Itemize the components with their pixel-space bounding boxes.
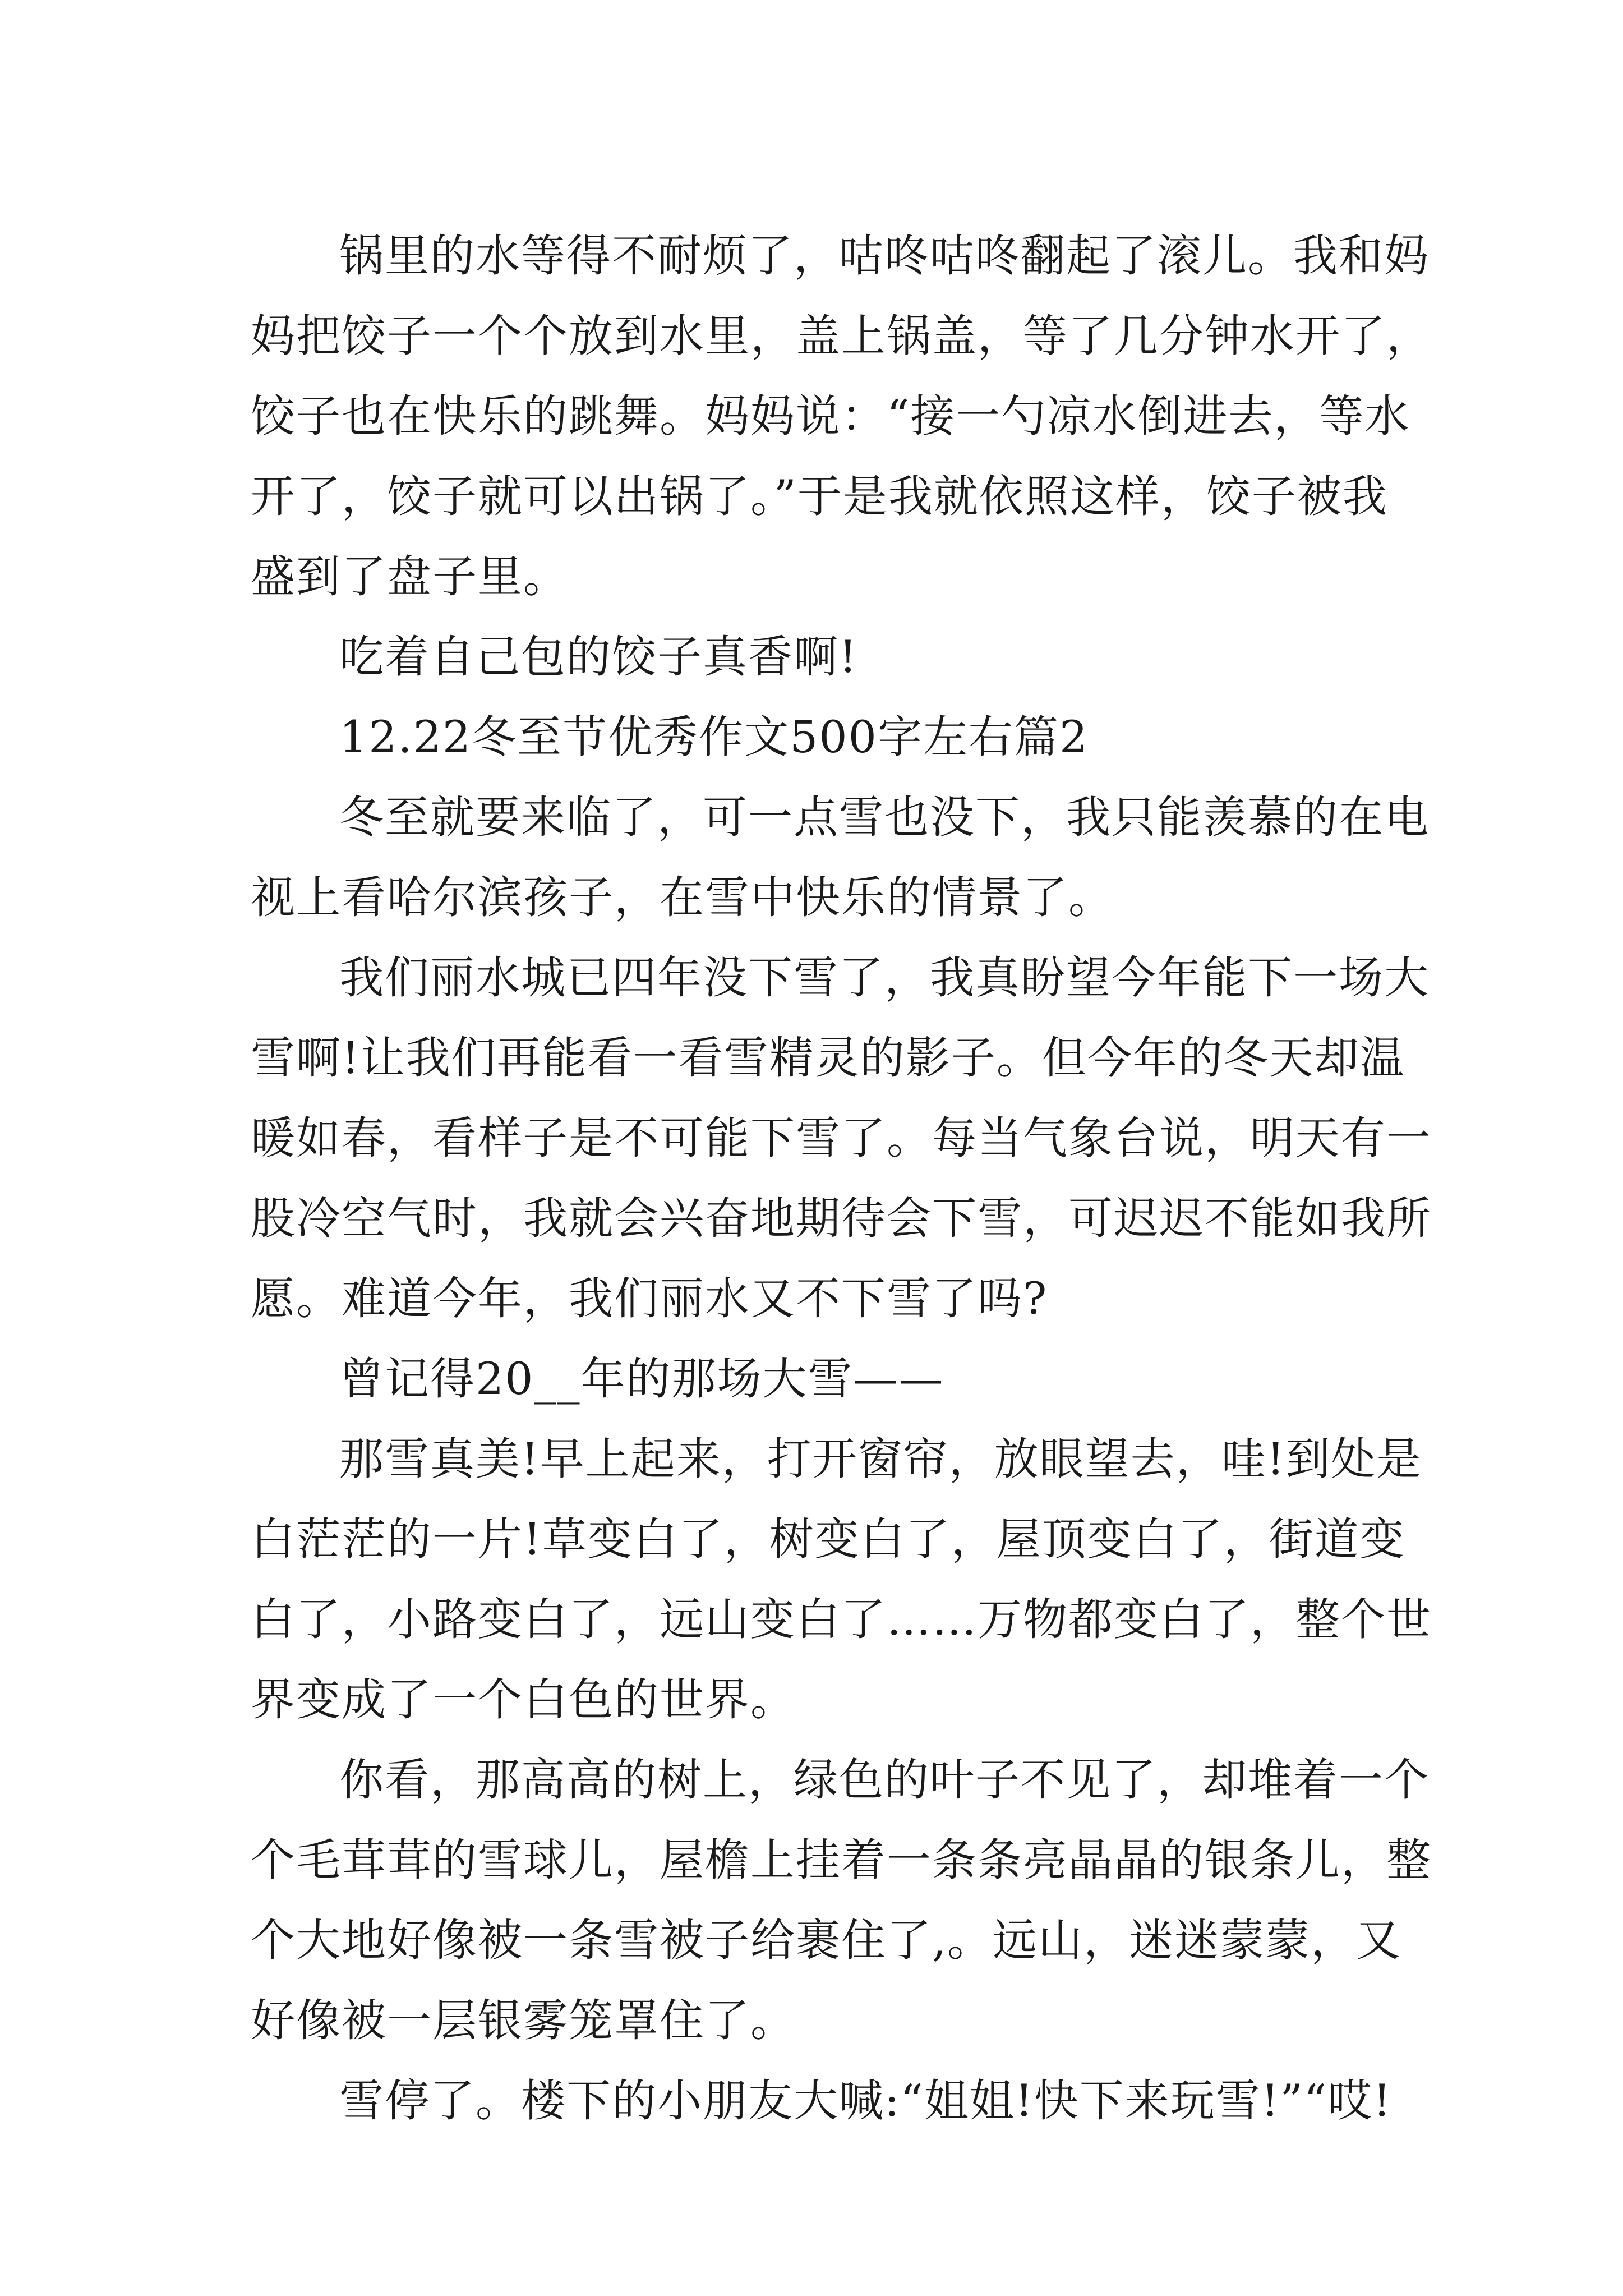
text-line: 好像被一层银雾笼罩住了。	[251, 1995, 796, 2046]
heading-line: 12.22冬至节优秀作文500字左右篇2	[339, 711, 1089, 763]
text-line: 白了，小路变白了，远山变白了……万物都变白了，整个世	[251, 1594, 1432, 1645]
paragraph-5	[251, 1339, 1400, 1419]
text-line: 视上看哈尔滨孩子，在雪中快乐的情景了。	[251, 872, 1114, 923]
text-line: 个大地好像被一条雪被子给裹住了,。远山，迷迷蒙蒙，又	[251, 1915, 1402, 1966]
paragraph-7	[251, 1740, 1432, 2061]
text-line: 饺子也在快乐的跳舞。妈妈说：“接一勺凉水倒进去，等水	[251, 390, 1410, 442]
text-line: 雪停了。楼下的小朋友大喊:“姐姐!快下来玩雪!”“哎!	[339, 2075, 1393, 2127]
section-heading	[251, 697, 1400, 777]
text-line: 开了，饺子就可以出锅了。”于是我就依照这样，饺子被我	[251, 471, 1388, 522]
text-line: 个毛茸茸的雪球儿，屋檐上挂着一条条亮晶晶的银条儿，整	[251, 1834, 1432, 1886]
paragraph-6	[251, 1419, 1432, 1740]
text-line: 那雪真美!早上起来，打开窗帘，放眼望去，哇!到处是	[339, 1433, 1422, 1485]
text-line: 你看，那高高的树上，绿色的叶子不见了，却堆着一个	[339, 1754, 1430, 1806]
paragraph-2	[251, 617, 1400, 697]
paragraph-8	[251, 2061, 1400, 2141]
paragraph-3	[251, 777, 1430, 938]
text-line: 股冷空气时，我就会兴奋地期待会下雪，可迟迟不能如我所	[251, 1193, 1432, 1244]
text-line: 白茫茫的一片!草变白了，树变白了，屋顶变白了，街道变	[251, 1513, 1405, 1565]
text-line: 暖如春，看样子是不可能下雪了。每当气象台说，明天有一	[251, 1112, 1432, 1164]
paragraph-4	[251, 938, 1432, 1339]
paragraph-1	[251, 216, 1432, 617]
text-line: 锅里的水等得不耐烦了，咕咚咕咚翻起了滚儿。我和妈	[339, 230, 1430, 282]
text-line: 界变成了一个白色的世界。	[251, 1674, 796, 1726]
document-body	[251, 216, 1432, 2141]
text-line: 我们丽水城已四年没下雪了，我真盼望今年能下一场大	[339, 952, 1430, 1004]
text-line: 曾记得20__年的那场大雪——	[339, 1353, 944, 1405]
text-line: 吃着自己包的饺子真香啊!	[339, 631, 858, 683]
text-line: 冬至就要来临了，可一点雪也没下，我只能羡慕的在电	[339, 792, 1430, 843]
text-line: 愿。难道今年，我们丽水又不下雪了吗?	[251, 1273, 1048, 1324]
text-line: 雪啊!让我们再能看一看雪精灵的影子。但今年的冬天却温	[251, 1032, 1405, 1084]
text-line: 妈把饺子一个个放到水里，盖上锅盖，等了几分钟水开了，	[251, 310, 1432, 362]
text-line: 盛到了盘子里。	[251, 551, 569, 602]
